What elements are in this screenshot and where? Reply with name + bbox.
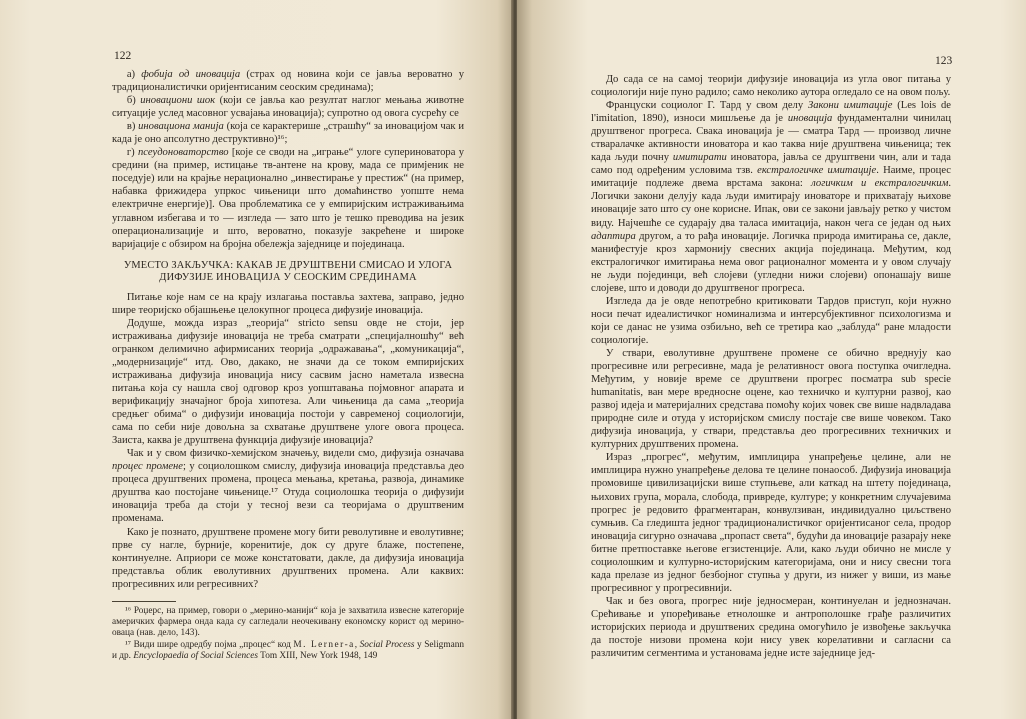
footnote-17: ¹⁷ Види шире одредбу појма „процес“ код M. Lerner-a, Social Process у Seligmann и др. Encyclopaedia of Social Sciences Tom XIII, New York 1948, 149 [112,639,464,661]
paragraph: У ствари, еволутивне друштвене промене се обично вреднују као прогресивне или регресивне, мада је релативност овога поступка очигледна. Међутим, у новије време се друштвени прогрес посматра sub specie humanitatis, ван мере вредносне оцене, као техничко и културни развој, као развој идеја и материјалних средстава помоћу којих човек све више надвладава природне силе и отуда у историјском смислу постаје све више човеком. Тако дифузија иновација, у ствари, представља део прогресивних техничких и културних друштвених промена. [591,347,951,451]
list-item-v: в) иновациона манија (која се карактерише „страшћу“ за иновацијом чак и када је оно апсолутно деструктивно)¹⁶; [112,121,465,146]
section-heading: УМЕСТО ЗАКЉУЧКА: КАКАВ ЈЕ ДРУШТВЕНИ СМИСАО И УЛОГА ДИФУЗИЈЕ ИНОВАЦИЈА У СЕОСКИМ СРЕДИНАМА [123,259,453,284]
left-page-text [112,68,464,662]
list-item-a: а) фобија од иновација (страх од новина који се јавља вероватно у традиционалистички оријентисаним сеоским срединама); [112,69,464,94]
footnote-rule [112,601,176,602]
paragraph: Чак и без овога, прогрес није једносмеран, континуелан и једнозначан. Срећивање и упоређивање етнолошке и антрополошке грађе различитих историјских периода и друштвених средина омогућило је извођење закључка да постоје низови промена који нису увек корелативни и сагласни са различитим сегментима и установама једне исте заједнице јед- [591,595,951,660]
list-item-b: б) иновациони шок (који се јавља као резултат наглог мењања животне ситуације услед масовног усвајања иновација); супротно од овога сусрећу се [112,95,464,120]
paragraph: Чак и у свом физичко-хемијском значењу, видели смо, дифузија означава процес промене; у социолошком смислу, дифузија иновација представља део процеса друштвених промена, процеса мењања, кретања, развоја, динамике друштва као постојане чињенице.¹⁷ Отуда социолошка теорија о дифузији иновација треба да стоји у тесној вези са теоријама о друштвеним променама. [112,448,464,525]
paragraph: Изгледа да је овде непотребно критиковати Тардов приступ, који нужно носи печат идеалистичког номинализма и интерсубјективног психологизма и који се данас не узима озбиљно, већ се третира као „заблуда“ ране младости социологије. [591,295,951,346]
paragraph: Како је познато, друштвене промене могу бити револутивне и еволутивне; прве су нагле, бурније, коренитије, док су друге блаже, постепене, континуелне. Априори се може констатовати, дакле, да дифузија иновација представља облик еволутивних друштвених промена. Али каквих: прогресивних или регресивних? [112,526,464,590]
page-number-right: 123 [935,55,953,67]
paragraph: Израз „прогрес“, међутим, имплицира унапређење целине, али не имплицира нужно унапређење делова те целине понаособ. Дифузија иновација промовише цивилизацијски више ступњеве, али каткад на штету појединаца, њихових група, морала, слобода, привреде, културе; у конкретним случајевима прогрес је редовито фрагментаран, конвулзиван, индивидуално циљствено сумњив. Са гледишта једног традиционалистичког оријентисаног села, продор иновација сигурно означава „пропаст света“, будући да иновације разарају неке битне претпоставке његове егзистенције. Али, како људи обично не мисле у социолошким и културно-историјским категоријама, они и нису свесни тога када прелазе из једног безбојног ступња у други, из нижег у виши, из мање прогресивног у прогресивнији. [591,452,951,594]
list-item-g: г) псеудоноваторство [које се своди на „играње“ улоге супериноватора у средини (на пример, истицање тв-антене на крову, мада се примјеник не поседује) или на крајње нерационално „инвестирање у престиж“ (на пример, набавка фрижидера упркос чињеници што домаћинство уопште нема електричне енергије)]. Ова проблематика се у емпиријским истраживањима углавном избегава и то — изгледа — зато што је тешко преводива на језик операционализације и што, вероватно, показује закрећене и широке варијације с обзиром на бројна обележја заједнице и појединаца. [112,147,464,250]
paragraph: Додуше, можда израз „теорија“ stricto sensu овде не стоји, јер истраживања дифузије иновација не треба сматрати „специјалношћу“ већ огранком делимично афирмисаних теорија „одражавања“, „комуникација“, „модернизације“ итд. Ово, дакако, не значи да се током емпиријских истраживања дифузија иновација нису сасвим јасно наметала извесна питања која су нашла свој одговор кроз уопштавања појмовног апарата и верификацију значајног броја хипотеза. Али чињеница да сама „теорија средњег обима“ о дифузији иновација постоји у савременој социологији, сама по себи није довољна за схватање друштвене улоге овога процеса. Заиста, каква је друштвена функција дифузије иновација? [112,317,464,447]
paragraph: Француски социолог Г. Тард у свом делу Закони имитације (Les lois de l'imitation, 1890), износи мишљење да је иновација фундаментални чинилац друштвеног прогреса. Свака иновација је — сматра Тард — производ личне стваралачке активности иноватора и као таква није друштвена чињеница; тек када људи почну имитирати иноватора, јавља се друштвени чин, али и тада само под одређеним условима тзв. екстралогичке имитације. Наиме, процес имитације подлеже двема врстама закона: логичким и екстралогичким. Логички закони делују када људи имитирају иноваторе и прихватају њихове иновације зато што су оне корисне. Ипак, ови се закони јављају ретко у чистом виду. Најчешће се сударају два таласа имитација, након чега се један од њих адаптира другом, а то рађа иновације. Логичка природа имитирања се, дакле, манифестује кроз хармонију свесних акција појединаца. Међутим, код екстралогичког имитирања нема овог рационалног момента и у овом случају не људи појединци, већ слојеви (угледни нижи слојеви) опонашају више слојеве, што и доводи до друштвеног прогреса. [591,100,952,294]
paragraph: Питање које нам се на крају излагања поставља захтева, заправо, једно шире теоријско објашњење целокупног процеса дифузије иновација. [112,291,464,316]
right-page [517,0,1026,719]
page-number-left: 122 [114,50,132,62]
right-page-text [591,73,951,660]
paragraph: До сада се на самој теорији дифузије иновација из угла овог питања у социологији није пуно радило; само неколико аутора огледало се на овом пољу. [591,74,951,99]
footnote-16: ¹⁶ Роџерс, на пример, говори о „мерино-манији“ која је захватила извесне категорије америчких фармера онда када су сагледали неочекивану економску корист од мерино-оваца (нав. дело, 143). [112,605,464,639]
